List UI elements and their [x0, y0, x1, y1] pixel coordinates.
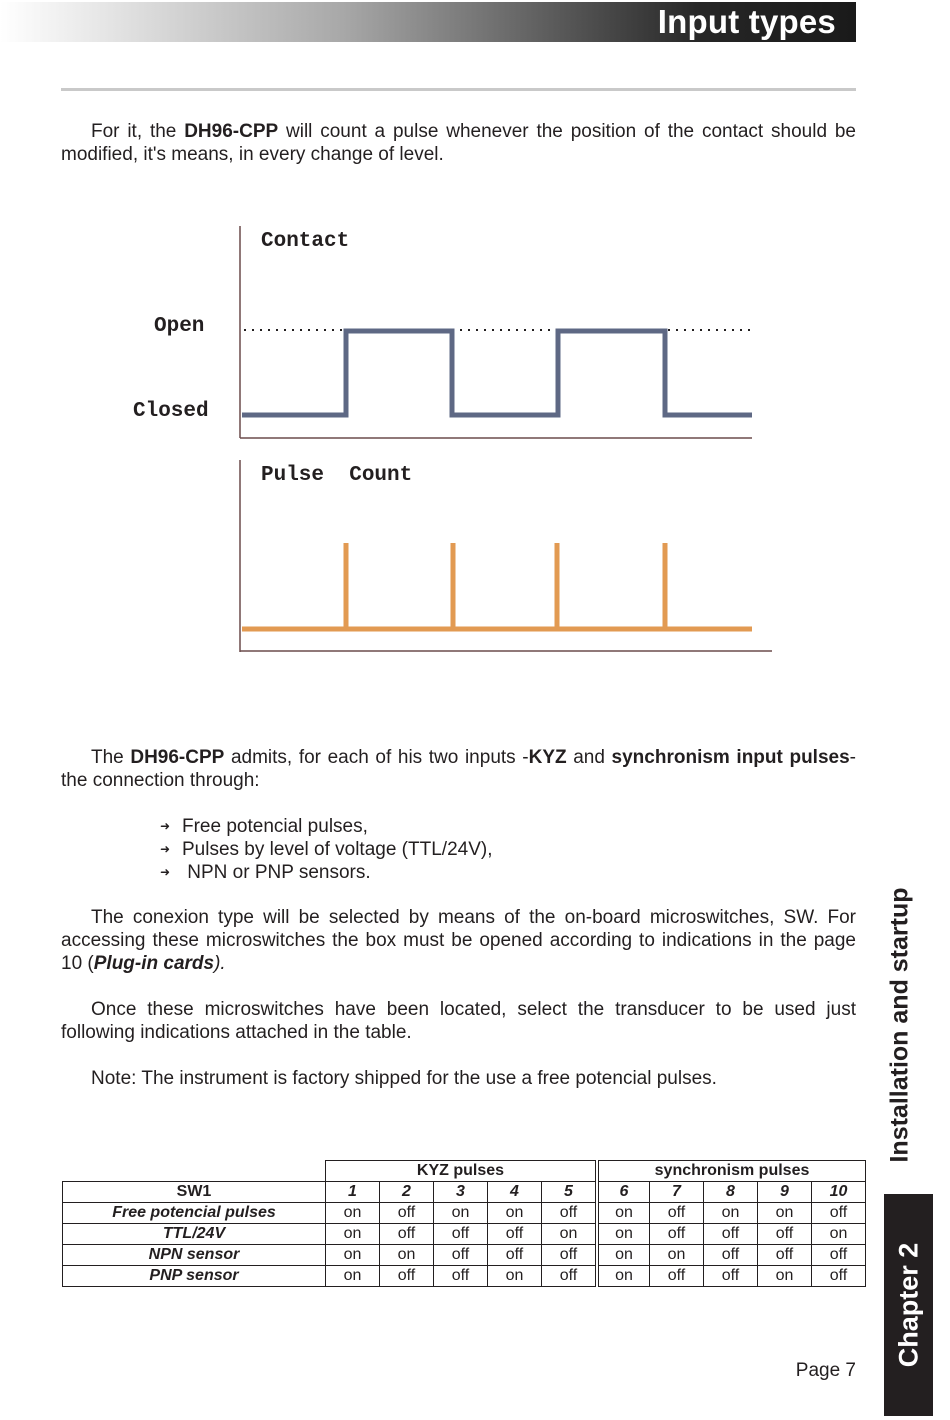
- table-cell: off: [380, 1203, 434, 1224]
- table-cell: off: [434, 1245, 488, 1266]
- table-cell: off: [542, 1266, 598, 1287]
- contact-waveform: [242, 331, 752, 415]
- row-label: Free potencial pulses: [63, 1203, 326, 1224]
- table-cell: off: [488, 1224, 542, 1245]
- table-cell: off: [542, 1245, 598, 1266]
- row-label: TTL/24V: [63, 1224, 326, 1245]
- table-cell: off: [650, 1203, 704, 1224]
- list-item-text: Pulses by level of voltage (TTL/24V),: [182, 839, 493, 860]
- sw1-header: SW1: [63, 1182, 326, 1203]
- list-item: [160, 861, 492, 884]
- row-label: PNP sensor: [63, 1266, 326, 1287]
- list-item: [160, 838, 492, 861]
- table-cell: on: [812, 1224, 866, 1245]
- table-cell: off: [542, 1203, 598, 1224]
- pulse-diagram: [0, 0, 950, 700]
- table-cell: off: [650, 1266, 704, 1287]
- column-header: 2: [380, 1182, 434, 1203]
- conexion-text-end: ).: [214, 953, 226, 974]
- list-item: [160, 815, 492, 838]
- synchronism-pulses-header: synchronism pulses: [597, 1161, 866, 1182]
- column-header: 3: [434, 1182, 488, 1203]
- table-cell: on: [488, 1203, 542, 1224]
- table-row: [63, 1245, 866, 1266]
- table-cell: off: [704, 1224, 758, 1245]
- table-cell: off: [704, 1266, 758, 1287]
- table-cell: on: [597, 1224, 650, 1245]
- sync-term: synchronism input pulses: [611, 747, 850, 768]
- table-cell: on: [542, 1224, 598, 1245]
- table-cell: off: [380, 1224, 434, 1245]
- once-paragraph: [61, 998, 856, 1044]
- admits-text-and: and: [566, 747, 612, 768]
- kyz-term: KYZ: [528, 747, 567, 768]
- intro-text-end: will count a pulse whenever the position of the contact should be modified, it's means, in every change of level.: [61, 121, 856, 165]
- arrow-bullet-icon: ➜: [160, 842, 171, 856]
- table-cell: off: [650, 1224, 704, 1245]
- table-cell: off: [704, 1245, 758, 1266]
- pulse-count-label: Pulse Count: [261, 464, 413, 487]
- table-row: [63, 1203, 866, 1224]
- table-cell: on: [326, 1245, 380, 1266]
- table-cell: on: [758, 1203, 812, 1224]
- list-item-text: NPN or PNP sensors.: [182, 862, 371, 883]
- table-group-header-row: [63, 1161, 866, 1182]
- table-cell: off: [812, 1245, 866, 1266]
- table-cell: on: [488, 1266, 542, 1287]
- table-cell: on: [326, 1203, 380, 1224]
- table-cell: on: [380, 1245, 434, 1266]
- microswitch-table: [62, 1160, 866, 1287]
- model-name: DH96-CPP: [184, 121, 279, 142]
- intro-text-start: For it, the: [91, 121, 185, 142]
- table-cell: on: [704, 1203, 758, 1224]
- kyz-pulses-header: KYZ pulses: [326, 1161, 598, 1182]
- table-cell: off: [758, 1224, 812, 1245]
- admits-text-start: The: [91, 747, 131, 768]
- table-cell: on: [434, 1203, 488, 1224]
- column-header: 1: [326, 1182, 380, 1203]
- table-cell: off: [812, 1266, 866, 1287]
- table-cell: off: [434, 1266, 488, 1287]
- table-column-header-row: [63, 1182, 866, 1203]
- chapter-tab: [884, 1194, 933, 1416]
- table-cell: off: [758, 1245, 812, 1266]
- note-paragraph: [61, 1067, 856, 1090]
- table-cell: off: [434, 1224, 488, 1245]
- table-cell: on: [326, 1224, 380, 1245]
- page-number: Page 7: [795, 1360, 856, 1381]
- admits-text-end: - the connection through:: [61, 747, 856, 791]
- page-title: Input types: [657, 3, 836, 40]
- once-text: Once these microswitches have been located, select the transducer to be used just following indications attached in the table.: [61, 999, 856, 1043]
- table-cell: off: [812, 1203, 866, 1224]
- connection-types-list: [160, 815, 492, 884]
- column-header: 7: [650, 1182, 704, 1203]
- conexion-text: The conexion type will be selected by means of the on-board microswitches, SW. For accessing these microswitches the box must be opened according to indications in the page 10 (: [61, 907, 856, 974]
- admits-text-middle: admits, for each of his two inputs -: [224, 747, 529, 768]
- admits-paragraph: [61, 746, 856, 792]
- contact-label: Contact: [261, 230, 350, 253]
- table-cell: off: [488, 1245, 542, 1266]
- column-header: 10: [812, 1182, 866, 1203]
- arrow-bullet-icon: ➜: [160, 819, 171, 833]
- row-label: NPN sensor: [63, 1245, 326, 1266]
- table-cell: on: [597, 1203, 650, 1224]
- blank-cell: [63, 1161, 326, 1182]
- column-header: 9: [758, 1182, 812, 1203]
- plug-in-cards-reference[interactable]: Plug-in cards: [93, 953, 215, 974]
- model-name: DH96-CPP: [130, 747, 225, 768]
- table-cell: on: [597, 1266, 650, 1287]
- list-item-text: Free potencial pulses,: [182, 816, 368, 837]
- table-cell: off: [380, 1266, 434, 1287]
- closed-label: Closed: [133, 400, 209, 423]
- table-cell: on: [758, 1266, 812, 1287]
- pulse-count-waveform: [242, 543, 752, 629]
- section-side-label: [880, 860, 920, 1190]
- table-row: [63, 1224, 866, 1245]
- table-cell: on: [597, 1245, 650, 1266]
- table-row: [63, 1266, 866, 1287]
- column-header: 4: [488, 1182, 542, 1203]
- conexion-paragraph: [61, 906, 856, 975]
- column-header: 8: [704, 1182, 758, 1203]
- table-cell: on: [650, 1245, 704, 1266]
- column-header: 5: [542, 1182, 598, 1203]
- arrow-bullet-icon: ➜: [160, 865, 171, 879]
- table-cell: on: [326, 1266, 380, 1287]
- section-title: Installation and startup: [885, 887, 914, 1163]
- open-label: Open: [154, 315, 205, 338]
- note-text: Note: The instrument is factory shipped for the use a free potencial pulses.: [91, 1068, 717, 1089]
- chapter-title: Chapter 2: [893, 1242, 923, 1368]
- column-header: 6: [597, 1182, 650, 1203]
